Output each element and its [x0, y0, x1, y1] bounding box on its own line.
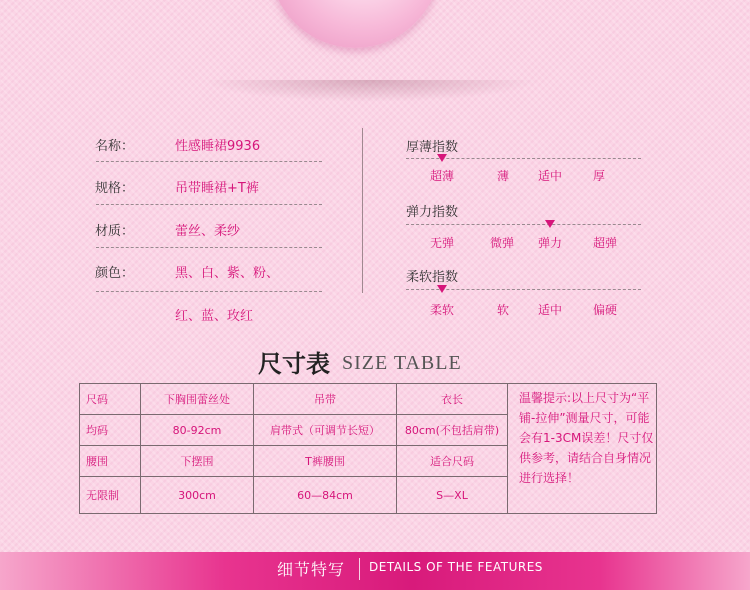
name-value: 性感睡裙9936	[175, 139, 261, 154]
elasticity-option: 微弹	[490, 236, 515, 250]
table-cell: S—XL	[397, 477, 508, 514]
elasticity-option: 弹力	[538, 236, 563, 250]
color-value-line1: 黑、白、紫、粉、	[175, 266, 280, 281]
shadow-divider	[200, 80, 540, 102]
table-cell: 下摆围	[141, 446, 254, 477]
table-cell: 腰围	[80, 446, 141, 477]
softness-option: 偏硬	[593, 303, 618, 317]
material-value: 蕾丝、柔纱	[175, 224, 241, 239]
size-table-title-en: SIZE TABLE	[342, 352, 462, 374]
thickness-marker-icon	[437, 154, 447, 162]
elasticity-marker-icon	[545, 220, 555, 228]
table-cell: 吊带	[254, 384, 397, 415]
index-line	[406, 224, 641, 225]
divider	[96, 247, 322, 248]
elasticity-option: 超弹	[593, 236, 618, 250]
table-cell: 80cm(不包括肩带)	[397, 415, 508, 446]
softness-marker-icon	[437, 285, 447, 293]
thickness-index-title: 厚薄指数	[406, 140, 459, 155]
color-label: 颜色：	[95, 266, 135, 281]
size-table-title: 尺寸表	[258, 349, 330, 378]
table-cell: 300cm	[141, 477, 254, 514]
name-label: 名称：	[95, 139, 135, 154]
softness-option: 适中	[538, 303, 563, 317]
table-cell: 衣长	[397, 384, 508, 415]
divider	[96, 204, 322, 205]
thickness-option: 薄	[497, 169, 510, 183]
table-cell: 60—84cm	[254, 477, 397, 514]
spec-label: 规格：	[95, 181, 135, 196]
table-cell: 无限制	[80, 477, 141, 514]
table-cell: 尺码	[80, 384, 141, 415]
divider	[96, 161, 322, 162]
divider	[96, 291, 322, 292]
column-separator	[362, 128, 363, 293]
thickness-option: 适中	[538, 169, 563, 183]
softness-index-title: 柔软指数	[406, 270, 459, 285]
size-tip-text: 温馨提示:以上尺寸为“平铺-拉伸”测量尺寸，可能会有1-3CM误差！尺寸仅供参考，请结合自身情况进行选择！	[519, 391, 654, 485]
elasticity-option: 无弹	[430, 236, 455, 250]
table-cell: 肩带式（可调节长短）	[254, 415, 397, 446]
details-title-en: DETAILS OF THE FEATURES	[369, 560, 543, 574]
details-title: 细节特写	[277, 560, 346, 579]
table-cell: T裤腰围	[254, 446, 397, 477]
thickness-option: 超薄	[430, 169, 455, 183]
table-cell: 下胸围蕾丝处	[141, 384, 254, 415]
table-cell: 均码	[80, 415, 141, 446]
spec-value: 吊带睡裙+T裤	[175, 181, 259, 196]
softness-option: 软	[497, 303, 510, 317]
color-value-line2: 红、蓝、玫红	[175, 309, 254, 324]
table-cell: 适合尺码	[397, 446, 508, 477]
material-label: 材质：	[95, 224, 135, 239]
elasticity-index-title: 弹力指数	[406, 205, 459, 220]
thickness-option: 厚	[593, 169, 606, 183]
softness-option: 柔软	[430, 303, 455, 317]
banner-separator	[359, 558, 360, 580]
table-cell: 80-92cm	[141, 415, 254, 446]
